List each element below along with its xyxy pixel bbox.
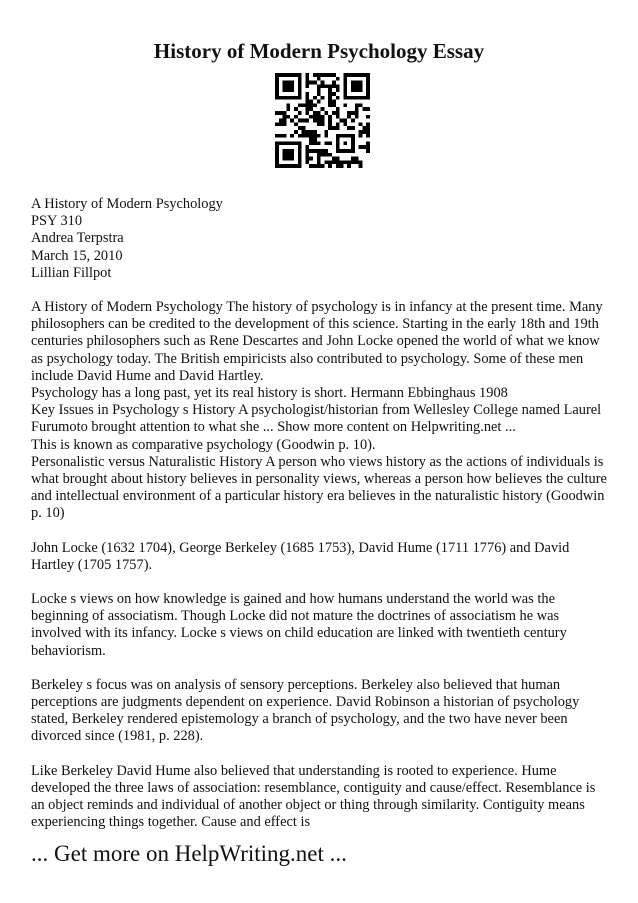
- ebbinghaus-quote: Psychology has a long past, yet its real history is short. Hermann Ebbinghaus 1908: [31, 385, 508, 402]
- qr-code-graphic: [275, 73, 370, 168]
- qr-code-icon[interactable]: [275, 73, 370, 168]
- document-title: History of Modern Psychology Essay: [153, 39, 485, 63]
- comparative-psychology-line: This is known as comparative psychology (Goodwin p. 10).: [31, 436, 376, 453]
- essay-header-block: [31, 196, 611, 282]
- hume-paragraph: Like Berkeley David Hume also believed that understanding is rooted to experience. Hume developed the three laws of association: resemblance, contiguity and cause/effect. Resemblance is an object reminds and individual of another object or thing through similarity. Contiguity means experiencing things together. Cause and effect is: [31, 762, 596, 831]
- essay-date: March 15, 2010: [31, 247, 123, 264]
- intro-paragraph: A History of Modern Psychology The history of psychology is in infancy at the present time. Many philosophers can be credited to the development of this science. Starting in the early 18th and 19th centuries philosophers such as Rene Descartes and John Locke opened the world of what we know as psychology today. The British empiricists also contributed to psychology. Some of these men include David Hume and David Hartley.: [31, 299, 603, 384]
- locke-paragraph: Locke s views on how knowledge is gained and how humans understand the world was the beginning of associatism. Though Locke did not mature the doctrines of associatism he was involved with its infancy. Locke s views on child education are linked with twentieth century behaviorism.: [31, 591, 567, 659]
- course-title: A History of Modern Psychology: [31, 196, 223, 212]
- essay-body: [31, 196, 611, 832]
- author-name: Andrea Terpstra: [31, 230, 124, 247]
- course-code: PSY 310: [31, 213, 83, 230]
- empiricists-paragraph: John Locke (1632 1704), George Berkeley (1685 1753), David Hume (1711 1776) and David Hartley (1705 1757).: [31, 539, 570, 573]
- instructor-name: Lillian Fillpot: [31, 264, 112, 281]
- berkeley-paragraph: Berkeley s focus was on analysis of sensory perceptions. Berkeley also believed that human perceptions are judgments dependent on experience. David Robinson a historian of psychology stated, Berkeley rendered epistemology a branch of psychology, and the two have never been divorced since (1981, p. 228).: [31, 676, 580, 745]
- get-more-link[interactable]: ... Get more on HelpWriting.net ...: [31, 841, 347, 866]
- intro-section: [31, 299, 611, 523]
- key-issues-line: Key Issues in Psychology s History A psychologist/historian from Wellesley College named Laurel Furumoto brought attention to what she ... Show more content on Helpwriting.net ...: [31, 402, 602, 436]
- personalistic-history-paragraph: Personalistic versus Naturalistic History A person who views history as the actions of individuals is what brought about history believes in personality views, whereas a person how believes the culture and intellectual environment of a particular history era believes in the naturalistic history (Goodwin p. 10): [31, 453, 607, 522]
